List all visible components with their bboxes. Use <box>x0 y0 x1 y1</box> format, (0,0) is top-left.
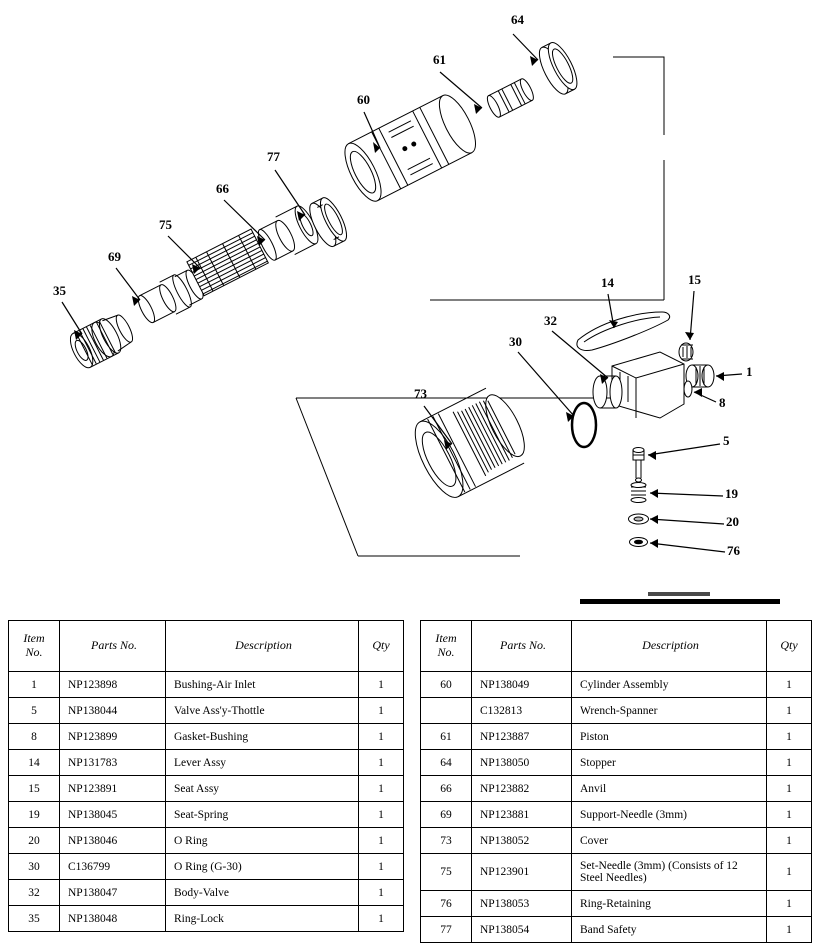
cell-parts-no: NP123901 <box>472 854 572 891</box>
cell-parts-no: C132813 <box>472 698 572 724</box>
table-row <box>421 917 812 943</box>
cell-item-no: 77 <box>421 917 472 943</box>
cell-item-no <box>421 698 472 724</box>
table-row <box>421 724 812 750</box>
cell-qty: 1 <box>359 698 404 724</box>
part-30-o-ring <box>572 403 596 447</box>
cell-qty: 1 <box>767 891 812 917</box>
cell-parts-no: NP138045 <box>60 802 166 828</box>
part-76-ring-retaining <box>630 538 648 547</box>
table-row <box>9 672 404 698</box>
cell-qty: 1 <box>767 672 812 698</box>
cell-description: Gasket-Bushing <box>166 724 359 750</box>
header-qty: Qty <box>359 621 404 672</box>
table-row <box>9 724 404 750</box>
table-row <box>421 802 812 828</box>
table-row <box>9 802 404 828</box>
table-header-row <box>421 621 812 672</box>
cell-description: Bushing-Air Inlet <box>166 672 359 698</box>
callout-5: 5 <box>723 433 730 448</box>
part-8-gasket-bushing <box>684 381 692 397</box>
cell-qty: 1 <box>767 698 812 724</box>
cell-item-no: 15 <box>9 776 60 802</box>
cell-description: Valve Ass'y-Thottle <box>166 698 359 724</box>
header-parts-no: Parts No. <box>60 621 166 672</box>
cell-parts-no: NP123887 <box>472 724 572 750</box>
callout-1: 1 <box>746 364 753 379</box>
callout-75: 75 <box>159 217 172 232</box>
cell-description: O Ring <box>166 828 359 854</box>
cell-item-no: 64 <box>421 750 472 776</box>
callout-77: 77 <box>267 149 280 164</box>
cell-description: Piston <box>572 724 767 750</box>
cell-description: Stopper <box>572 750 767 776</box>
cell-qty: 1 <box>359 854 404 880</box>
cell-item-no: 66 <box>421 776 472 802</box>
callout-61: 61 <box>433 52 446 67</box>
callout-66: 66 <box>216 181 229 196</box>
callout-15: 15 <box>688 272 701 287</box>
cell-parts-no: NP123882 <box>472 776 572 802</box>
cell-qty: 1 <box>359 672 404 698</box>
part-20-o-ring <box>629 514 649 524</box>
callout-35: 35 <box>53 283 66 298</box>
cell-parts-no: NP138050 <box>472 750 572 776</box>
parts-tables <box>0 612 820 936</box>
header-item-no <box>9 621 60 672</box>
cell-item-no: 8 <box>9 724 60 750</box>
table-row <box>9 854 404 880</box>
callout-30: 30 <box>509 334 522 349</box>
table-row <box>9 750 404 776</box>
header-qty: Qty <box>767 621 812 672</box>
table-row <box>421 828 812 854</box>
cell-qty: 1 <box>767 776 812 802</box>
callout-64: 64 <box>511 12 524 27</box>
cell-item-no: 35 <box>9 906 60 932</box>
parts-table-right <box>420 620 812 943</box>
cell-qty: 1 <box>767 724 812 750</box>
page-artifact-bar-secondary <box>648 592 710 596</box>
cell-parts-no: NP138047 <box>60 880 166 906</box>
callout-69: 69 <box>108 249 121 264</box>
cell-description: Band Safety <box>572 917 767 943</box>
cell-description: Set-Needle (3mm) (Consists of 12 Steel Needles) <box>572 854 767 891</box>
cell-qty: 1 <box>767 917 812 943</box>
cell-parts-no: NP123891 <box>60 776 166 802</box>
cell-parts-no: NP131783 <box>60 750 166 776</box>
callout-19: 19 <box>725 486 738 501</box>
callout-60: 60 <box>357 92 370 107</box>
cell-description: O Ring (G-30) <box>166 854 359 880</box>
table-header-row <box>9 621 404 672</box>
part-15-seat-assy <box>679 343 693 361</box>
cell-item-no: 14 <box>9 750 60 776</box>
callout-8: 8 <box>719 395 726 410</box>
table-row <box>9 776 404 802</box>
cell-item-no: 20 <box>9 828 60 854</box>
table-row <box>9 880 404 906</box>
cell-parts-no: NP138046 <box>60 828 166 854</box>
table-row <box>421 891 812 917</box>
cell-item-no: 75 <box>421 854 472 891</box>
cell-description: Body-Valve <box>166 880 359 906</box>
header-item-no-line2: No. <box>437 645 455 659</box>
cell-description: Cover <box>572 828 767 854</box>
header-item-no-line1: Item <box>23 631 45 646</box>
cell-description: Cylinder Assembly <box>572 672 767 698</box>
header-description: Description <box>572 621 767 672</box>
table-row <box>9 906 404 932</box>
cell-item-no: 69 <box>421 802 472 828</box>
table-row <box>9 698 404 724</box>
table-row <box>421 854 812 891</box>
cell-description: Support-Needle (3mm) <box>572 802 767 828</box>
callout-14: 14 <box>601 275 614 290</box>
table-row <box>421 776 812 802</box>
cell-parts-no: NP123898 <box>60 672 166 698</box>
table-row <box>421 672 812 698</box>
cell-description: Wrench-Spanner <box>572 698 767 724</box>
cell-item-no: 5 <box>9 698 60 724</box>
page-artifact-bar <box>580 599 780 604</box>
cell-qty: 1 <box>767 854 812 891</box>
cell-qty: 1 <box>359 828 404 854</box>
cell-description: Anvil <box>572 776 767 802</box>
cell-qty: 1 <box>767 802 812 828</box>
cell-qty: 1 <box>767 750 812 776</box>
table-row <box>421 698 812 724</box>
cell-parts-no: NP123899 <box>60 724 166 750</box>
cell-description: Lever Assy <box>166 750 359 776</box>
table-row <box>421 750 812 776</box>
cell-parts-no: NP138052 <box>472 828 572 854</box>
cell-description: Seat-Spring <box>166 802 359 828</box>
header-item-no <box>421 621 472 672</box>
parts-table-left <box>8 620 404 932</box>
cell-parts-no: NP123881 <box>472 802 572 828</box>
header-parts-no: Parts No. <box>472 621 572 672</box>
cell-item-no: 19 <box>9 802 60 828</box>
cell-item-no: 76 <box>421 891 472 917</box>
callout-76: 76 <box>727 543 740 558</box>
cell-parts-no: NP138053 <box>472 891 572 917</box>
callout-20: 20 <box>726 514 739 529</box>
cell-qty: 1 <box>359 750 404 776</box>
header-item-no-line1: Item <box>435 631 457 646</box>
header-item-no-line2: No. <box>25 645 43 659</box>
cell-parts-no: C136799 <box>60 854 166 880</box>
table-row <box>9 828 404 854</box>
cell-item-no: 73 <box>421 828 472 854</box>
cell-qty: 1 <box>359 880 404 906</box>
cell-parts-no: NP138048 <box>60 906 166 932</box>
cell-qty: 1 <box>359 776 404 802</box>
cell-qty: 1 <box>359 724 404 750</box>
callout-32: 32 <box>544 313 557 328</box>
cell-qty: 1 <box>767 828 812 854</box>
cell-qty: 1 <box>359 802 404 828</box>
cell-item-no: 61 <box>421 724 472 750</box>
cell-parts-no: NP138049 <box>472 672 572 698</box>
callout-73: 73 <box>414 386 427 401</box>
cell-parts-no: NP138054 <box>472 917 572 943</box>
cell-description: Ring-Lock <box>166 906 359 932</box>
cell-description: Seat Assy <box>166 776 359 802</box>
cell-parts-no: NP138044 <box>60 698 166 724</box>
cell-item-no: 30 <box>9 854 60 880</box>
cell-qty: 1 <box>359 906 404 932</box>
cell-item-no: 1 <box>9 672 60 698</box>
cell-item-no: 32 <box>9 880 60 906</box>
header-description: Description <box>166 621 359 672</box>
cell-item-no: 60 <box>421 672 472 698</box>
cell-description: Ring-Retaining <box>572 891 767 917</box>
